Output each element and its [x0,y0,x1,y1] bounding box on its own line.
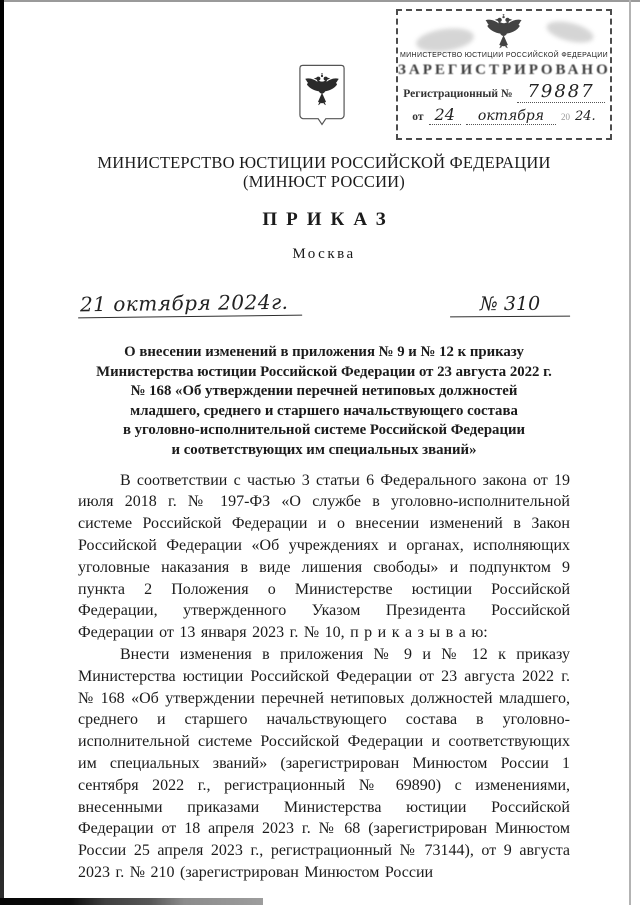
subject-line: и соответствующих им специальных званий» [171,441,477,458]
paragraph-amendment: Внести изменения в приложения № 9 и № 12 к приказу Министерства юстиции Российской Федерации от 23 августа 2022 г. № 168 «Об утверждении перечней нетиповых должностей младшего, среднего и старшего начальствующего состава в уголовно-исполнительной системе Российской Федерации и соответствующих им специальных званий» (зарегистрирован Минюстом России 1 сентября 2022 г., регистрационный № 69890) с изменениями, внесенными приказами Министерства юстиции Российской Федерации от 18 апреля 2023 г. № 68 (зарегистрирован Минюстом России 25 апреля 2023 г., регистрационный № 73144), от 9 августа 2023 г. № 210 (зарегистрирован Минюстом России [78,645,570,881]
stamp-registered-label: ЗАРЕГИСТРИРОВАНО [398,62,611,78]
order-subject [78,343,570,461]
subject-line: в уголовно-исполнительной системе Российской Федерации [122,422,526,439]
order-heading: ПРИКАЗ [262,209,395,230]
stamp-ministry-line: МИНИСТЕРСТВО ЮСТИЦИИ РОССИЙСКОЙ ФЕДЕРАЦИИ [399,51,608,60]
scan-artifact-bottom-edge [0,898,263,905]
subject-line: младшего, среднего и старшего начальствующего состава [130,402,518,419]
stamp-reg-number-value: 79887 [517,81,604,103]
subject-line: Министерства юстиции Российской Федерации от 23 августа 2022 г. [96,363,552,380]
order-number-handwritten: № 310 [450,293,570,318]
stamp-date-year-prefix: 20 [561,112,571,122]
city-label: Москва [292,246,356,262]
order-text [78,470,570,884]
stamp-date-month: октября [466,108,556,125]
subject-line: № 168 «Об утверждении перечней нетиповых должностей [130,383,518,400]
ministry-title-line1: МИНИСТЕРСТВО ЮСТИЦИИ РОССИЙСКОЙ ФЕДЕРАЦИИ [97,153,551,172]
stamp-date-prefix: от [412,111,424,123]
stamp-date-day: 24 [429,105,461,125]
order-date-handwritten: 21 октября 2024г. [78,290,303,319]
subject-line: О внесении изменений в приложения № 9 и № 12 к приказу [124,344,524,360]
date-number-row [78,284,570,317]
paragraph-preamble: В соответствии с частью 3 статьи 6 Федерального закона от 19 июля 2018 г. № 197-ФЗ «О службе в уголовно-исполнительной системе Российской Федерации и о внесении изменений в Закон Российской Федерации «Об учреждениях и органах, исполняющих уголовные наказания в виде лишения свободы» и подпунктом 9 пункта 2 Положения о Министерстве юстиции Российской Федерации, утвержденного Указом Президента Российской Федерации от 13 января 2023 г. № 10, п р и к а з ы в а ю: [78,471,570,642]
stamp-date-year: 24. [575,109,596,124]
ministry-title [78,153,570,191]
stamp-reg-number-label: Регистрационный № [403,88,513,100]
ministry-title-line2: (МИНЮСТ РОССИИ) [243,172,405,191]
